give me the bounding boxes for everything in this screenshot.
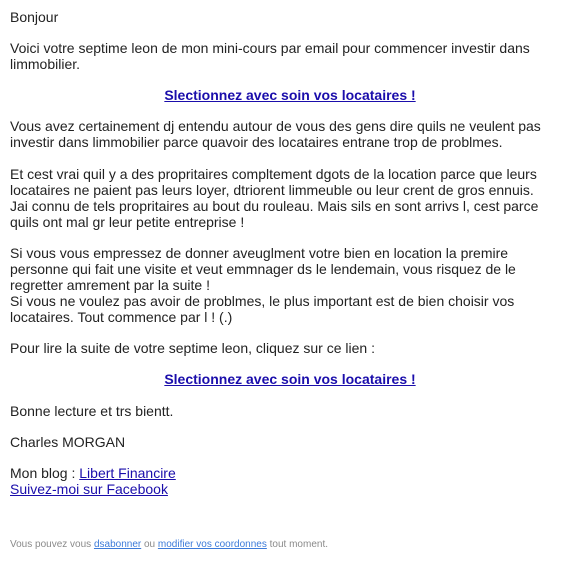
blog-link[interactable]: Libert Financire xyxy=(79,465,176,481)
unsubscribe-link[interactable]: dsabonner xyxy=(93,539,142,550)
modify-details-link[interactable]: modifier vos coordonnes xyxy=(157,539,267,550)
intro-text: Voici votre septime leon de mon mini-cours par email pour commencer investir dans limmobilier. xyxy=(10,40,530,72)
greeting: Bonjour xyxy=(10,9,59,25)
cta-paragraph-top xyxy=(10,87,570,103)
read-more-text: Pour lire la suite de votre septime leon, cliquez sur ce lien : xyxy=(10,340,375,356)
paragraph-2-line-2: Jai connu de tels propritaires au bout du rouleau. Mais sils en sont arrivs l, cest parce quils ont mal gr leur petite entreprise ! xyxy=(10,198,539,230)
facebook-link[interactable]: Suivez-moi sur Facebook xyxy=(10,481,168,497)
signature: Charles MORGAN xyxy=(10,434,126,450)
footer-text xyxy=(10,539,570,551)
facebook-line xyxy=(10,481,570,497)
paragraph-3-line-2: Si vous ne voulez pas avoir de problmes, le plus important est de bien choisir vos locataires. Tout commence par l ! (.) xyxy=(10,293,515,325)
footer-middle: ou xyxy=(141,539,158,550)
blog-line xyxy=(10,465,570,481)
cta-link-top[interactable]: Slectionnez avec soin vos locataires ! xyxy=(164,87,416,103)
paragraph-1: Vous avez certainement dj entendu autour de vous des gens dire quils ne veulent pas investir dans limmobilier parce quavoir des locataires entrane trop de problmes. xyxy=(10,118,541,150)
paragraph-2-line-1: Et cest vrai quil y a des propritaires compltement dgots de la location parce que leurs locataires ne paient pas leurs loyer, dtriorent limmeuble ou leur crent de gros ennuis. xyxy=(10,166,537,198)
footer-prefix: Vous pouvez vous xyxy=(10,539,94,550)
closing-text: Bonne lecture et trs bientt. xyxy=(10,403,174,419)
blog-label: Mon blog : xyxy=(10,465,80,481)
paragraph-3-line-1: Si vous vous empressez de donner aveuglment votre bien en location la premire personne qui fait une visite et veut emmnager ds le lendemain, vous risquez de le regretter amrement par la suite ! xyxy=(10,245,516,293)
cta-link-bottom[interactable]: Slectionnez avec soin vos locataires ! xyxy=(164,371,416,387)
cta-paragraph-bottom xyxy=(10,371,570,387)
footer-suffix: tout moment. xyxy=(266,539,328,550)
